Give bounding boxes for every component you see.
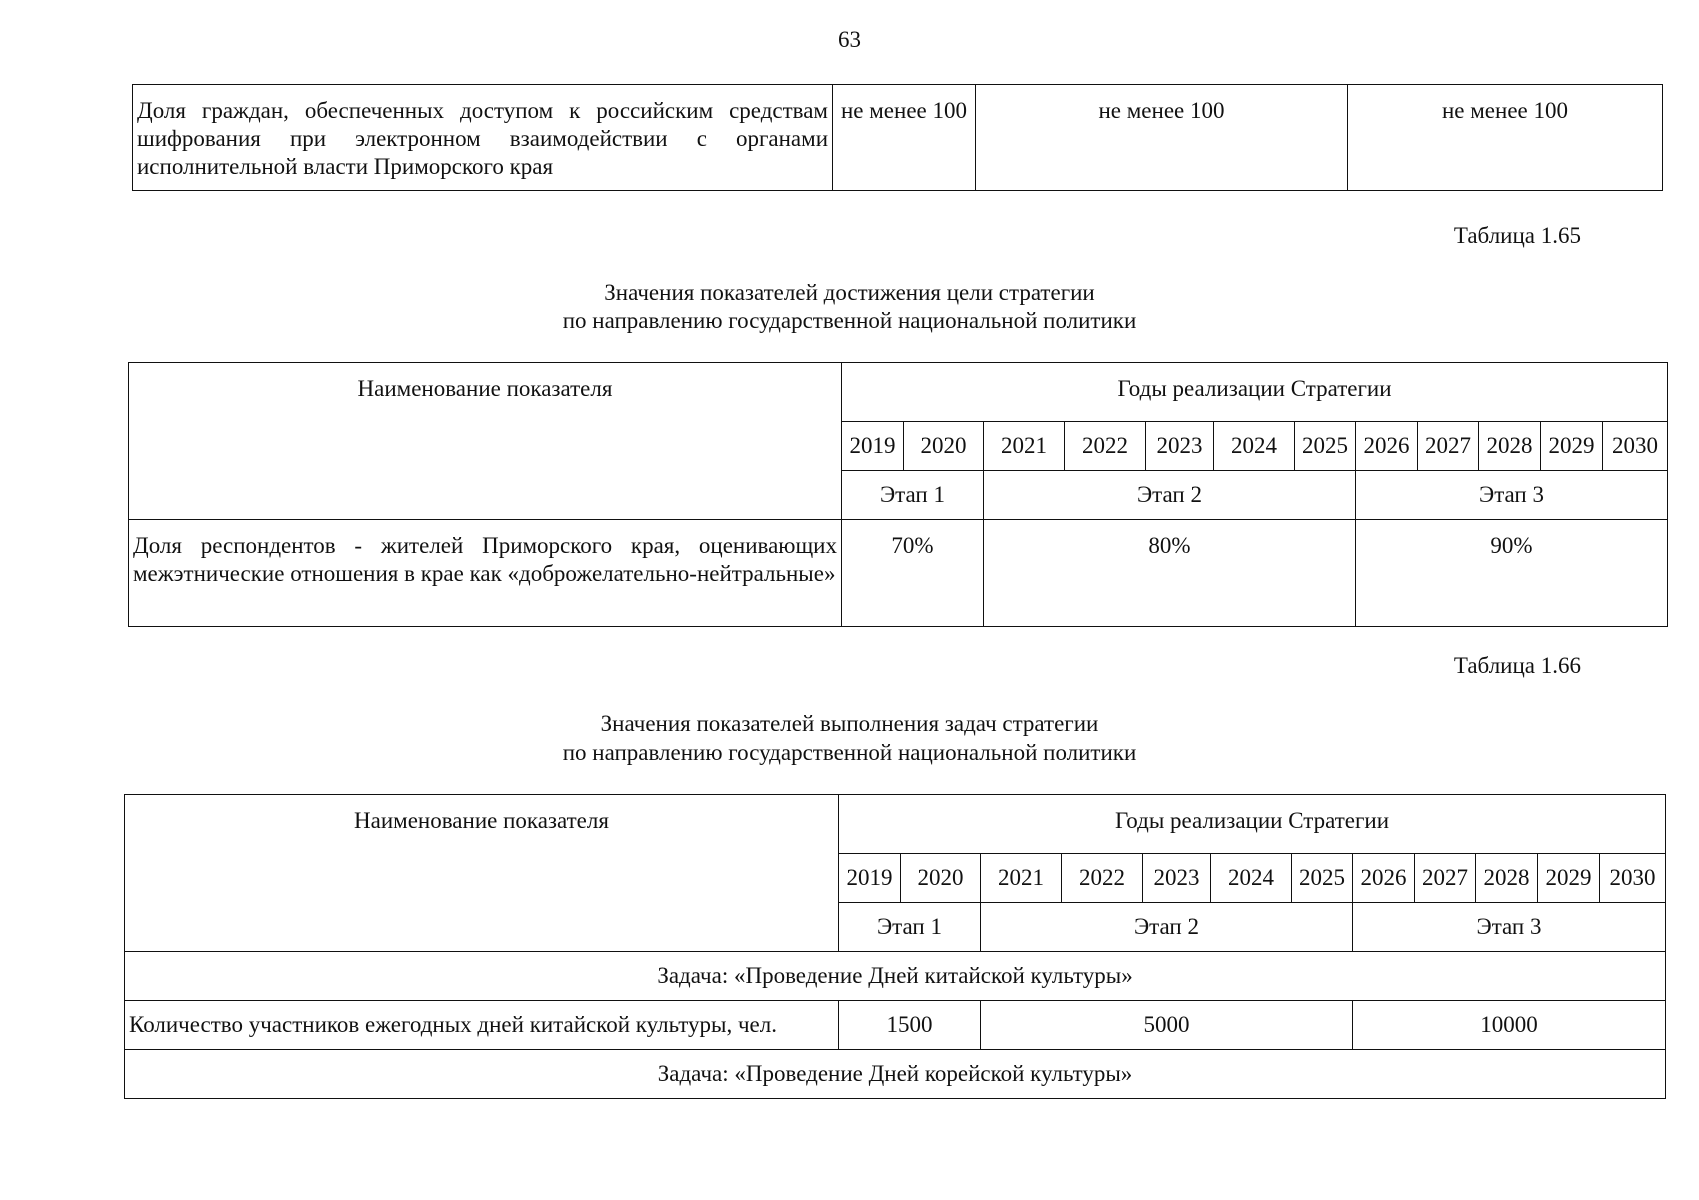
header-name: Наименование показателя <box>129 363 842 520</box>
year-cell: 2022 <box>1062 854 1143 903</box>
year-cell: 2026 <box>1356 422 1418 471</box>
indicator-value: 80% <box>984 520 1356 627</box>
task-row <box>125 952 1666 1001</box>
year-cell: 2021 <box>981 854 1062 903</box>
header-years: Годы реализации Стратегии <box>839 795 1666 854</box>
stage-cell: Этап 1 <box>842 471 984 520</box>
year-cell: 2029 <box>1538 854 1600 903</box>
task-title: Задача: «Проведение Дней корейской культуры» <box>125 1050 1666 1099</box>
indicator-value: 90% <box>1356 520 1668 627</box>
table-title: по направлению государственной национальной политики <box>562 740 1137 765</box>
year-cell: 2019 <box>842 422 904 471</box>
year-cell: 2019 <box>839 854 901 903</box>
table-1-66 <box>124 794 1666 1099</box>
stage-cell: Этап 3 <box>1356 471 1668 520</box>
year-cell: 2028 <box>1476 854 1538 903</box>
year-cell: 2026 <box>1353 854 1415 903</box>
stage-cell: Этап 2 <box>981 903 1353 952</box>
indicator-name: Доля граждан, обеспеченных доступом к российским средствам шифрования при электронном взаимодействии с органами исполнительной власти Приморского края <box>133 85 833 191</box>
year-cell: 2023 <box>1146 422 1214 471</box>
table-title: Значения показателей выполнения задач стратегии <box>600 711 1099 736</box>
year-cell: 2025 <box>1292 854 1353 903</box>
year-cell: 2029 <box>1541 422 1603 471</box>
indicator-value: не менее 100 <box>833 85 976 191</box>
table-title: по направлению государственной национальной политики <box>562 308 1137 333</box>
indicator-value: 1500 <box>839 1001 981 1050</box>
year-cell: 2030 <box>1600 854 1666 903</box>
year-cell: 2021 <box>984 422 1065 471</box>
table-header-row <box>125 795 1666 854</box>
table-row <box>125 1001 1666 1050</box>
table-label: Таблица 1.66 <box>1453 653 1581 678</box>
year-cell: 2024 <box>1211 854 1292 903</box>
table-header-row <box>129 363 1668 422</box>
year-cell: 2023 <box>1143 854 1211 903</box>
table-1-65 <box>128 362 1668 627</box>
header-name: Наименование показателя <box>125 795 839 952</box>
year-cell: 2030 <box>1603 422 1668 471</box>
table-row <box>129 520 1668 627</box>
stage-cell: Этап 3 <box>1353 903 1666 952</box>
stage-cell: Этап 1 <box>839 903 981 952</box>
table-title: Значения показателей достижения цели стратегии <box>604 280 1095 305</box>
table-label: Таблица 1.65 <box>1453 223 1581 248</box>
indicator-value: 10000 <box>1353 1001 1666 1050</box>
indicator-name: Доля респондентов - жителей Приморского края, оценивающих межэтнические отношения в крае как «доброжелательно-нейтральные» <box>129 520 842 627</box>
year-cell: 2028 <box>1479 422 1541 471</box>
top-table <box>132 84 1663 191</box>
year-cell: 2022 <box>1065 422 1146 471</box>
task-title: Задача: «Проведение Дней китайской культуры» <box>125 952 1666 1001</box>
indicator-value: 70% <box>842 520 984 627</box>
table-row <box>133 85 1663 191</box>
year-cell: 2024 <box>1214 422 1295 471</box>
year-cell: 2027 <box>1418 422 1479 471</box>
year-cell: 2020 <box>904 422 984 471</box>
page-number: 63 <box>838 27 861 52</box>
header-years: Годы реализации Стратегии <box>842 363 1668 422</box>
stage-cell: Этап 2 <box>984 471 1356 520</box>
indicator-value: не менее 100 <box>1348 85 1663 191</box>
task-row <box>125 1050 1666 1099</box>
year-cell: 2027 <box>1415 854 1476 903</box>
year-cell: 2020 <box>901 854 981 903</box>
indicator-value: не менее 100 <box>976 85 1348 191</box>
indicator-name: Количество участников ежегодных дней китайской культуры, чел. <box>125 1001 839 1050</box>
indicator-value: 5000 <box>981 1001 1353 1050</box>
year-cell: 2025 <box>1295 422 1356 471</box>
